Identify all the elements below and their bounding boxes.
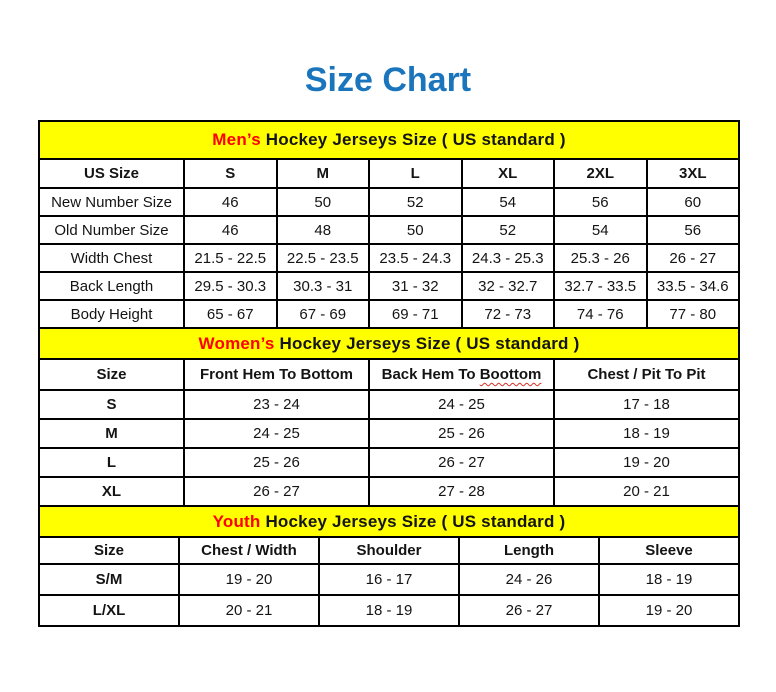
youth-section-header-cell xyxy=(39,506,739,537)
row-label: New Number Size xyxy=(39,188,184,216)
size-value: 31 - 32 xyxy=(369,272,462,300)
table-row xyxy=(39,390,739,419)
size-value: 17 - 18 xyxy=(554,390,739,419)
column-header: XL xyxy=(462,159,555,188)
womens-section-header xyxy=(39,328,739,359)
size-value: 24 - 26 xyxy=(459,564,599,595)
size-value: 27 - 28 xyxy=(369,477,554,506)
size-value: 67 - 69 xyxy=(277,300,370,328)
column-header: 3XL xyxy=(647,159,740,188)
size-value: 52 xyxy=(369,188,462,216)
column-header: M xyxy=(277,159,370,188)
row-label: M xyxy=(39,419,184,448)
size-value: 22.5 - 23.5 xyxy=(277,244,370,272)
womens-section-highlight: Women’s xyxy=(198,333,275,353)
column-header: US Size xyxy=(39,159,184,188)
size-value: 26 - 27 xyxy=(459,595,599,626)
size-value: 25.3 - 26 xyxy=(554,244,647,272)
size-value: 65 - 67 xyxy=(184,300,277,328)
table-row xyxy=(39,564,739,595)
row-label: XL xyxy=(39,477,184,506)
row-label: Old Number Size xyxy=(39,216,184,244)
table-row xyxy=(39,448,739,477)
size-value: 20 - 21 xyxy=(554,477,739,506)
size-value: 54 xyxy=(554,216,647,244)
size-value: 24 - 25 xyxy=(184,419,369,448)
size-value: 32 - 32.7 xyxy=(462,272,555,300)
size-value: 33.5 - 34.6 xyxy=(647,272,740,300)
misspelled-word: Boottom xyxy=(479,366,542,383)
mens-section-header-cell xyxy=(39,121,739,159)
size-value: 19 - 20 xyxy=(599,595,739,626)
youth-column-header-row xyxy=(39,537,739,564)
size-value: 18 - 19 xyxy=(599,564,739,595)
size-value: 18 - 19 xyxy=(554,419,739,448)
size-value: 23.5 - 24.3 xyxy=(369,244,462,272)
mens-column-header-row xyxy=(39,159,739,188)
table-row xyxy=(39,477,739,506)
column-header: Shoulder xyxy=(319,537,459,564)
womens-section-header-cell xyxy=(39,328,739,359)
size-value: 46 xyxy=(184,216,277,244)
womens-size-table xyxy=(38,327,740,507)
table-row xyxy=(39,188,739,216)
mens-section-highlight: Men’s xyxy=(212,130,261,149)
size-value: 26 - 27 xyxy=(184,477,369,506)
table-row xyxy=(39,419,739,448)
size-value: 32.7 - 33.5 xyxy=(554,272,647,300)
column-header: Front Hem To Bottom xyxy=(184,359,369,390)
size-value: 56 xyxy=(647,216,740,244)
table-row xyxy=(39,244,739,272)
column-header: Size xyxy=(39,359,184,390)
size-value: 29.5 - 30.3 xyxy=(184,272,277,300)
size-value: 24.3 - 25.3 xyxy=(462,244,555,272)
column-header: Sleeve xyxy=(599,537,739,564)
row-label: L xyxy=(39,448,184,477)
size-value: 56 xyxy=(554,188,647,216)
size-value: 50 xyxy=(277,188,370,216)
size-value: 69 - 71 xyxy=(369,300,462,328)
column-header: Size xyxy=(39,537,179,564)
column-header-text: Back Hem To xyxy=(381,366,476,383)
size-value: 16 - 17 xyxy=(319,564,459,595)
womens-column-header-row xyxy=(39,359,739,390)
size-value: 72 - 73 xyxy=(462,300,555,328)
size-value: 77 - 80 xyxy=(647,300,740,328)
size-value: 18 - 19 xyxy=(319,595,459,626)
youth-section-highlight: Youth xyxy=(212,511,261,531)
size-value: 21.5 - 22.5 xyxy=(184,244,277,272)
row-label: Back Length xyxy=(39,272,184,300)
table-row xyxy=(39,272,739,300)
size-value: 46 xyxy=(184,188,277,216)
size-value: 19 - 20 xyxy=(554,448,739,477)
size-value: 20 - 21 xyxy=(179,595,319,626)
size-chart-sheet xyxy=(38,120,740,627)
column-header: Chest / Width xyxy=(179,537,319,564)
size-value: 50 xyxy=(369,216,462,244)
size-value: 26 - 27 xyxy=(369,448,554,477)
youth-size-table xyxy=(38,505,740,627)
column-header-with-misspelling xyxy=(369,359,554,390)
size-value: 23 - 24 xyxy=(184,390,369,419)
table-row xyxy=(39,595,739,626)
size-value: 54 xyxy=(462,188,555,216)
row-label: L/XL xyxy=(39,595,179,626)
row-label: S/M xyxy=(39,564,179,595)
row-label: S xyxy=(39,390,184,419)
womens-section-title-text: Hockey Jerseys Size ( US standard ) xyxy=(279,333,580,353)
mens-size-table xyxy=(38,120,740,329)
mens-section-header xyxy=(39,121,739,159)
table-row xyxy=(39,216,739,244)
column-header: S xyxy=(184,159,277,188)
size-value: 60 xyxy=(647,188,740,216)
youth-section-header xyxy=(39,506,739,537)
mens-section-title-text: Hockey Jerseys Size ( US standard ) xyxy=(265,130,566,149)
column-header: L xyxy=(369,159,462,188)
column-header: Length xyxy=(459,537,599,564)
size-value: 25 - 26 xyxy=(184,448,369,477)
row-label: Width Chest xyxy=(39,244,184,272)
column-header: 2XL xyxy=(554,159,647,188)
size-value: 19 - 20 xyxy=(179,564,319,595)
size-value: 48 xyxy=(277,216,370,244)
size-value: 24 - 25 xyxy=(369,390,554,419)
row-label: Body Height xyxy=(39,300,184,328)
size-value: 52 xyxy=(462,216,555,244)
size-value: 26 - 27 xyxy=(647,244,740,272)
size-value: 30.3 - 31 xyxy=(277,272,370,300)
size-value: 74 - 76 xyxy=(554,300,647,328)
size-value: 25 - 26 xyxy=(369,419,554,448)
page-title: Size Chart xyxy=(304,61,472,99)
youth-section-title-text: Hockey Jerseys Size ( US standard ) xyxy=(265,511,566,531)
table-row xyxy=(39,300,739,328)
column-header: Chest / Pit To Pit xyxy=(554,359,739,390)
